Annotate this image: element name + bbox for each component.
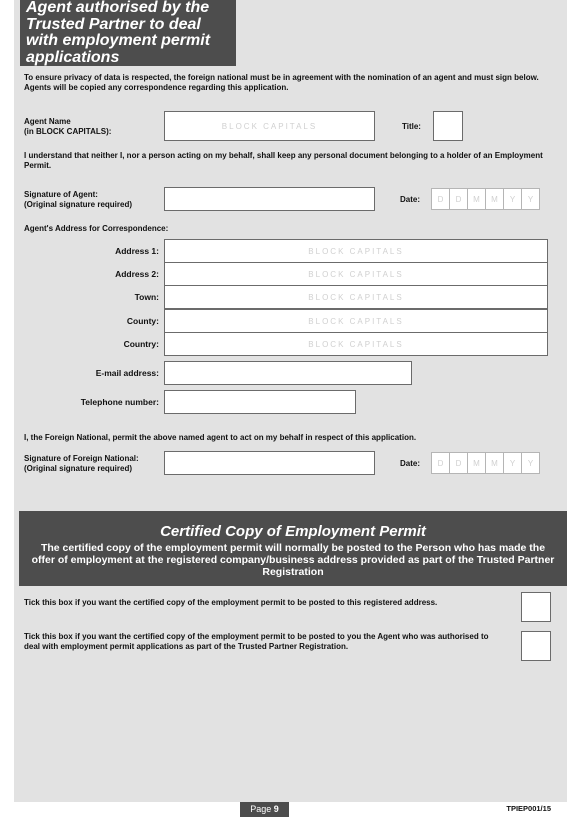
banner-text: The certified copy of the employment permit will normally be posted to the Person who has made the offer of employment at the registered company/business address provided as part of the Trusted Partner Registration — [31, 542, 555, 578]
form-reference: TPIEP001/15 — [506, 804, 551, 813]
town-field[interactable] — [164, 285, 548, 309]
agent-signature-label-line1: Signature of Agent: — [24, 190, 98, 199]
date-cell[interactable]: Y — [503, 188, 522, 210]
address2-placeholder: BLOCK CAPITALS — [308, 269, 404, 279]
fn-signature-label-line2: (Original signature required) — [24, 464, 133, 473]
tick-agent-checkbox[interactable] — [521, 631, 551, 661]
address1-field[interactable] — [164, 239, 548, 263]
country-placeholder: BLOCK CAPITALS — [308, 339, 404, 349]
agent-name-label — [24, 117, 111, 137]
country-field[interactable] — [164, 332, 548, 356]
section-title: Agent authorised by the Trusted Partner to deal with employment permit applications — [20, 0, 236, 66]
county-field[interactable] — [164, 309, 548, 333]
permit-statement: I, the Foreign National, permit the above named agent to act on my behalf in respect of this application. — [24, 433, 417, 442]
certified-copy-banner — [19, 511, 567, 586]
town-label: Town: — [134, 292, 159, 302]
telephone-field[interactable] — [164, 390, 356, 414]
agent-signature-label-line2: (Original signature required) — [24, 200, 133, 209]
address2-field[interactable] — [164, 262, 548, 286]
fn-date-label: Date: — [400, 459, 421, 468]
address-heading: Agent's Address for Correspondence: — [24, 224, 169, 233]
address1-label: Address 1: — [115, 246, 159, 256]
date-cell[interactable]: D — [431, 452, 450, 474]
date-cell[interactable]: M — [485, 452, 504, 474]
agent-name-field[interactable] — [164, 111, 375, 141]
agent-date-field[interactable] — [431, 188, 539, 210]
fn-signature-label — [24, 454, 139, 474]
fn-signature-label-line1: Signature of Foreign National: — [24, 454, 139, 463]
fn-date-field[interactable] — [431, 452, 539, 474]
understand-text: I understand that neither I, nor a person acting on my behalf, shall keep any personal document belonging to a holder of an Employment Permit. — [24, 151, 543, 170]
date-cell[interactable]: Y — [503, 452, 522, 474]
email-field[interactable] — [164, 361, 412, 385]
agent-name-placeholder: BLOCK CAPITALS — [221, 121, 318, 131]
page-number-badge — [240, 802, 289, 817]
intro-text: To ensure privacy of data is respected, the foreign national must be in agreement with the nomination of an agent and must sign below. Agents will be copied any correspondence regarding this application. — [24, 73, 539, 92]
address2-label: Address 2: — [115, 269, 159, 279]
title-label: Title: — [402, 122, 421, 131]
town-placeholder: BLOCK CAPITALS — [308, 292, 404, 302]
title-field[interactable] — [433, 111, 463, 141]
county-placeholder: BLOCK CAPITALS — [308, 316, 404, 326]
email-label: E-mail address: — [95, 368, 159, 378]
date-cell[interactable]: M — [467, 452, 486, 474]
agent-signature-field[interactable] — [164, 187, 375, 211]
date-cell[interactable]: Y — [521, 188, 540, 210]
county-label: County: — [126, 316, 159, 326]
tick-agent-text: Tick this box if you want the certified copy of the employment permit to be posted to you the Agent who was authorised to deal with employment permit applications as part of the Trusted Partner Registration. — [24, 632, 489, 651]
date-cell[interactable]: D — [449, 452, 468, 474]
fn-signature-field[interactable] — [164, 451, 375, 475]
tick-registered-address-text: Tick this box if you want the certified copy of the employment permit to be posted to this registered address. — [24, 598, 438, 607]
agent-signature-label — [24, 190, 132, 210]
date-cell[interactable]: M — [467, 188, 486, 210]
date-cell[interactable]: D — [449, 188, 468, 210]
agent-name-label-line2: (in BLOCK CAPITALS): — [24, 127, 112, 136]
address1-placeholder: BLOCK CAPITALS — [308, 246, 404, 256]
tick-registered-address-checkbox[interactable] — [521, 592, 551, 622]
agent-name-label-line1: Agent Name — [24, 117, 71, 126]
page-word: Page — [250, 804, 272, 814]
date-cell[interactable]: D — [431, 188, 450, 210]
telephone-label: Telephone number: — [80, 397, 159, 407]
date-cell[interactable]: Y — [521, 452, 540, 474]
country-label: Country: — [123, 339, 159, 349]
agent-date-label: Date: — [400, 195, 421, 204]
page-number: 9 — [273, 804, 279, 814]
date-cell[interactable]: M — [485, 188, 504, 210]
banner-title: Certified Copy of Employment Permit — [160, 523, 426, 540]
